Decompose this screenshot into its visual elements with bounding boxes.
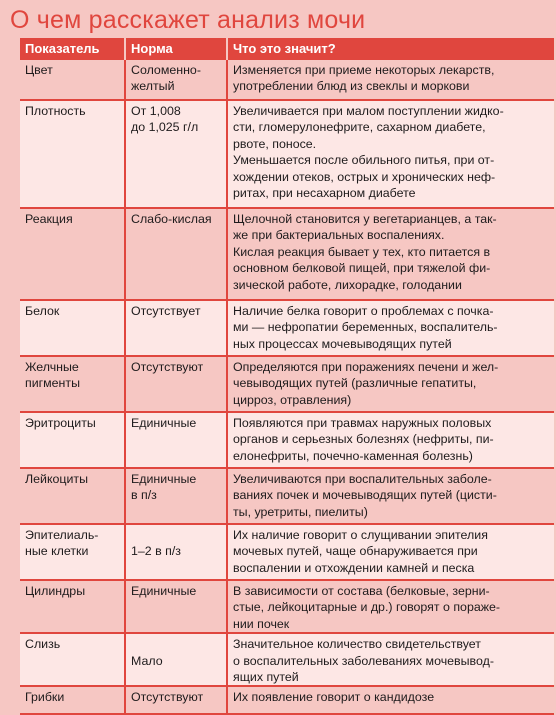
indicator-cell bbox=[20, 633, 125, 686]
table-row bbox=[20, 468, 554, 524]
norm-cell bbox=[125, 686, 227, 714]
table-row bbox=[20, 580, 554, 633]
norm-cell bbox=[125, 633, 227, 686]
meaning-cell bbox=[227, 300, 554, 356]
cell-text-line: ваниях почек и мочевыводящих путей (цисти- bbox=[233, 488, 497, 503]
column-header-indicator: Показатель bbox=[20, 38, 125, 60]
cell-text-line: Единичные bbox=[131, 472, 197, 486]
cell-text-line: Эритроциты bbox=[25, 416, 96, 430]
cell-text-line: Кислая реакция бывает у тех, кто питается в bbox=[233, 244, 491, 259]
indicator-cell bbox=[20, 300, 125, 356]
cell-text-line: же при бактериальных воспалениях. bbox=[233, 228, 445, 243]
meaning-cell bbox=[227, 412, 554, 468]
indicator-cell bbox=[20, 100, 125, 208]
cell-text-line: ные клетки bbox=[25, 544, 89, 559]
cell-text-line: ритах, при несахарном диабете bbox=[233, 186, 416, 201]
meaning-cell bbox=[227, 524, 554, 580]
table-row bbox=[20, 524, 554, 580]
table-body bbox=[20, 60, 554, 714]
meaning-cell bbox=[227, 100, 554, 208]
cell-text-line: сти, гломерулонефрите, сахарном диабете, bbox=[233, 120, 486, 135]
indicator-cell bbox=[20, 412, 125, 468]
cell-text-line: В зависимости от состава (белковые, зерни- bbox=[233, 584, 490, 598]
meaning-cell bbox=[227, 60, 554, 100]
cell-text-line: Слабо-кислая bbox=[131, 212, 212, 226]
cell-text-line: нии почек bbox=[233, 616, 290, 631]
cell-text-line: рвоте, поносе. bbox=[233, 136, 317, 151]
cell-text-line: 1–2 в п/з bbox=[131, 544, 181, 559]
table-row bbox=[20, 300, 554, 356]
table-row bbox=[20, 100, 554, 208]
cell-text-line: ты, уретриты, пиелиты) bbox=[233, 504, 368, 519]
cell-text-line: Уменьшается после обильного питья, при от- bbox=[233, 153, 495, 168]
column-header-norm: Норма bbox=[125, 38, 227, 60]
table-row bbox=[20, 60, 554, 100]
page-title: О чем расскажет анализ мочи bbox=[10, 6, 366, 34]
indicator-cell bbox=[20, 208, 125, 300]
meaning-cell bbox=[227, 580, 554, 633]
cell-text-line: основном белковой пищей, при тяжелой фи- bbox=[233, 261, 491, 276]
cell-text-line: Реакция bbox=[25, 212, 73, 226]
cell-text-line: Появляются при травмах наружных половых bbox=[233, 416, 492, 430]
cell-text-line: Белок bbox=[25, 304, 60, 318]
cell-text-line: Увеличивается при малом поступлении жидко- bbox=[233, 104, 504, 118]
cell-text-line: Наличие белка говорит о проблемах с почка- bbox=[233, 304, 494, 318]
cell-text-line: Лейкоциты bbox=[25, 472, 88, 486]
cell-text-line bbox=[131, 527, 226, 543]
cell-text-line: Желчные bbox=[25, 360, 79, 374]
cell-text-line: пигменты bbox=[25, 376, 80, 391]
indicator-cell bbox=[20, 686, 125, 714]
cell-text-line: Цилиндры bbox=[25, 584, 86, 598]
cell-text-line: Единичные bbox=[131, 416, 197, 430]
cell-text-line: Слизь bbox=[25, 637, 61, 652]
cell-text-line: Соломенно- bbox=[131, 63, 201, 77]
cell-text-line: Эпителиаль- bbox=[25, 528, 99, 542]
cell-text-line: Отсутствует bbox=[131, 304, 201, 318]
cell-text-line: Значительное количество свидетельствует bbox=[233, 637, 481, 652]
cell-text-line: Их наличие говорит о слущивании эпителия bbox=[233, 528, 488, 542]
meaning-cell bbox=[227, 208, 554, 300]
cell-text-line: мочевых путей, чаще обнаруживается при bbox=[233, 544, 478, 559]
cell-text-line: От 1,008 bbox=[131, 104, 181, 118]
cell-text-line: ящих путей bbox=[233, 670, 299, 685]
cell-text-line: желтый bbox=[131, 79, 175, 94]
urinalysis-table bbox=[20, 38, 554, 715]
indicator-cell bbox=[20, 60, 125, 100]
norm-cell bbox=[125, 60, 227, 100]
cell-text-line: Цвет bbox=[25, 63, 53, 77]
cell-text-line: о воспалительных заболеваниях мочевывод- bbox=[233, 653, 494, 668]
cell-text-line: Отсутствуют bbox=[131, 360, 204, 374]
meaning-cell bbox=[227, 686, 554, 714]
cell-text-line: хождении отеков, острых и хронических неф- bbox=[233, 169, 496, 184]
cell-text-line: Определяются при поражениях печени и жел- bbox=[233, 360, 499, 374]
table-row bbox=[20, 356, 554, 412]
table-header-row bbox=[20, 38, 554, 60]
cell-text-line: стые, лейкоцитарные и др.) говорят о пораже- bbox=[233, 600, 501, 615]
cell-text-line: Увеличиваются при воспалительных заболе- bbox=[233, 472, 492, 486]
cell-text-line bbox=[131, 636, 226, 652]
cell-text-line: елонефриты, почечно-каменная болезнь) bbox=[233, 448, 473, 463]
table-row bbox=[20, 208, 554, 300]
cell-text-line: в п/з bbox=[131, 488, 157, 503]
table-row bbox=[20, 686, 554, 714]
meaning-cell bbox=[227, 633, 554, 686]
column-header-meaning: Что это значит? bbox=[227, 38, 554, 60]
cell-text-line: употреблении блюд из свеклы и моркови bbox=[233, 79, 470, 94]
meaning-cell bbox=[227, 468, 554, 524]
cell-text-line: Щелочной становится у вегетарианцев, а так- bbox=[233, 212, 497, 226]
cell-text-line: Единичные bbox=[131, 584, 197, 598]
indicator-cell bbox=[20, 524, 125, 580]
cell-text-line: зической работе, лихорадке, голодании bbox=[233, 277, 462, 292]
table-row bbox=[20, 633, 554, 686]
cell-text-line: органов и серьезных болезнях (нефриты, пи- bbox=[233, 432, 494, 447]
cell-text-line: Отсутствуют bbox=[131, 690, 204, 705]
norm-cell bbox=[125, 412, 227, 468]
cell-text-line: ми — нефропатии беременных, воспалитель- bbox=[233, 320, 498, 335]
norm-cell bbox=[125, 300, 227, 356]
cell-text-line: цирроз, отравления) bbox=[233, 392, 352, 407]
cell-text-line: чевыводящих путей (различные гепатиты, bbox=[233, 376, 477, 391]
meaning-cell bbox=[227, 356, 554, 412]
norm-cell bbox=[125, 100, 227, 208]
cell-text-line: Плотность bbox=[25, 104, 86, 118]
cell-text-line: Грибки bbox=[25, 690, 65, 705]
norm-cell bbox=[125, 468, 227, 524]
table-row bbox=[20, 412, 554, 468]
cell-text-line: Мало bbox=[131, 653, 163, 668]
norm-cell bbox=[125, 580, 227, 633]
cell-text-line: Изменяется при приеме некоторых лекарств, bbox=[233, 63, 495, 77]
cell-text-line: воспалении и отхождении камней и песка bbox=[233, 560, 475, 575]
cell-text-line: ных процессах мочевыводящих путей bbox=[233, 336, 452, 351]
norm-cell bbox=[125, 356, 227, 412]
norm-cell bbox=[125, 208, 227, 300]
indicator-cell bbox=[20, 580, 125, 633]
indicator-cell bbox=[20, 468, 125, 524]
norm-cell bbox=[125, 524, 227, 580]
cell-text-line: до 1,025 г/л bbox=[131, 120, 199, 135]
cell-text-line: Их появление говорит о кандидозе bbox=[233, 690, 435, 705]
indicator-cell bbox=[20, 356, 125, 412]
